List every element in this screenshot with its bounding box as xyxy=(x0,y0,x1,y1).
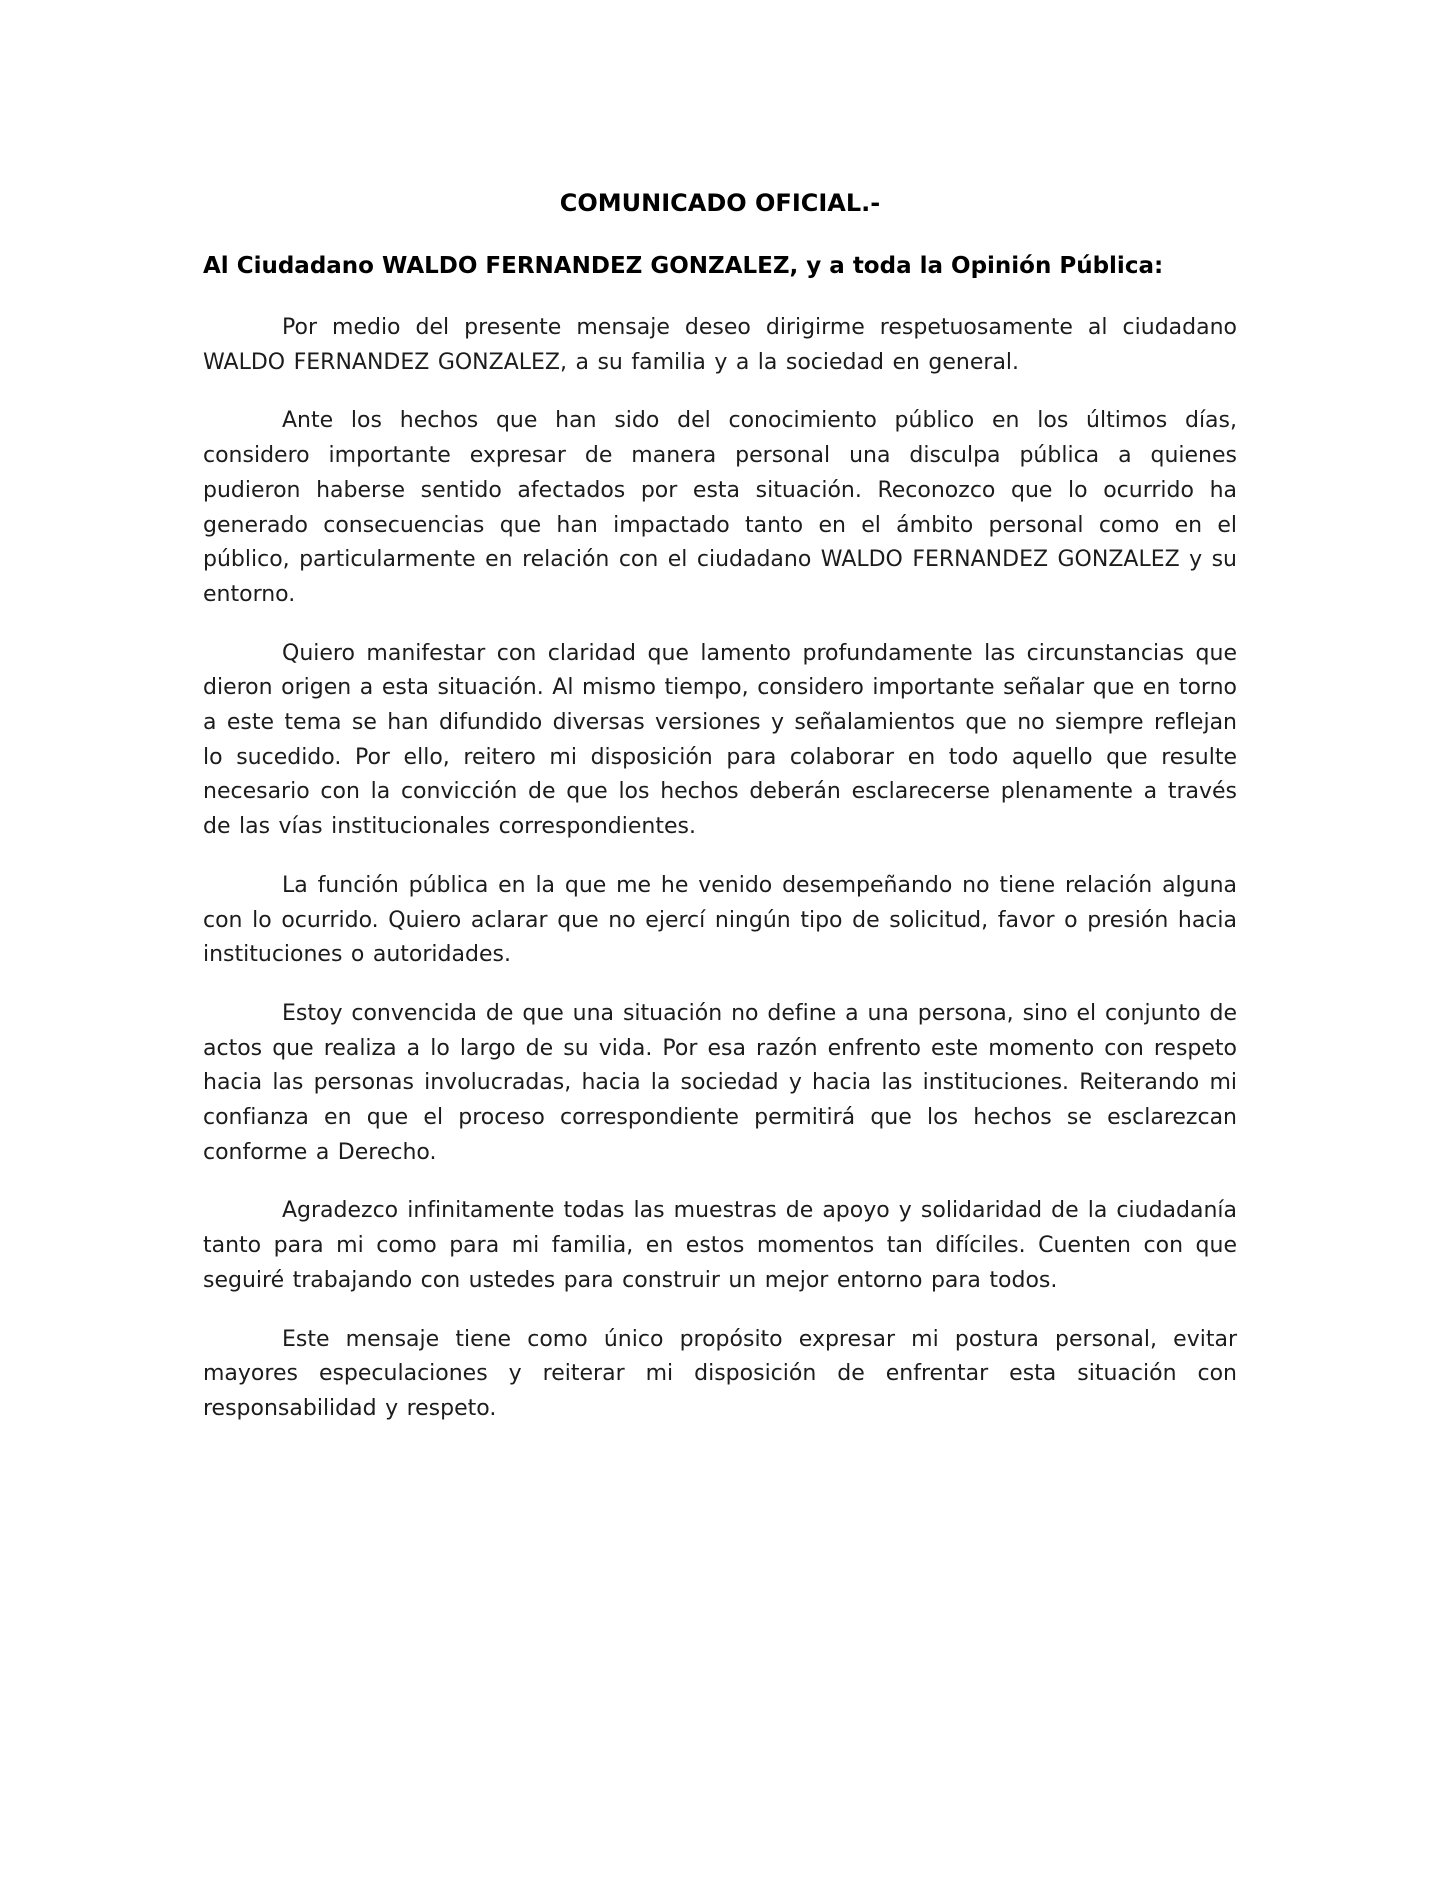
document-title: COMUNICADO OFICIAL.- xyxy=(559,189,881,217)
paragraph-7: Este mensaje tiene como único propósito expresar mi postura personal, evitar mayores especulaciones y reiterar mi disposición de enfrentar esta situación con responsabilidad y respeto. xyxy=(203,1326,1237,1421)
paragraph-5: Estoy convencida de que una situación no define a una persona, sino el conjunto de actos que realiza a lo largo de su vida. Por esa razón enfrento este momento con respeto hacia las personas involucradas, hacia la sociedad y hacia las instituciones. Reiterando mi confianza en que el proceso correspondiente permitirá que los hechos se esclarezcan conforme a Derecho. xyxy=(203,1000,1237,1165)
paragraph-1: Por medio del presente mensaje deseo dirigirme respetuosamente al ciudadano WALDO FERNANDEZ GONZALEZ, a su familia y a la sociedad en general. xyxy=(203,315,1237,375)
salutation-heading: Al Ciudadano WALDO FERNANDEZ GONZALEZ, y a toda la Opinión Pública: xyxy=(203,253,1164,279)
paragraph-6: Agradezco infinitamente todas las muestras de apoyo y solidaridad de la ciudadanía tanto para mi como para mi familia, en estos momentos tan difíciles. Cuenten con que seguiré trabajando con ustedes para construir un mejor entorno para todos. xyxy=(203,1198,1237,1293)
paragraph-2: Ante los hechos que han sido del conocimiento público en los últimos días, considero importante expresar de manera personal una disculpa pública a quienes pudieron haberse sentido afectados por esta situación. Reconozco que lo ocurrido ha generado consecuencias que han impactado tanto en el ámbito personal como en el público, particularmente en relación con el ciudadano WALDO FERNANDEZ GONZALEZ y su entorno. xyxy=(203,408,1237,607)
paragraph-4: La función pública en la que me he venido desempeñando no tiene relación alguna con lo ocurrido. Quiero aclarar que no ejercí ningún tipo de solicitud, favor o presión hacia instituciones o autoridades. xyxy=(203,872,1237,968)
paragraph-3: Quiero manifestar con claridad que lamento profundamente las circunstancias que dieron origen a esta situación. Al mismo tiempo, considero importante señalar que en torno a este tema se han difundido diversas versiones y señalamientos que no siempre reflejan lo sucedido. Por ello, reitero mi disposición para colaborar en todo aquello que resulte necesario con la convicción de que los hechos deberán esclarecerse plenamente a través de las vías institucionales correspondientes. xyxy=(203,640,1237,840)
document-body xyxy=(203,188,1237,1427)
